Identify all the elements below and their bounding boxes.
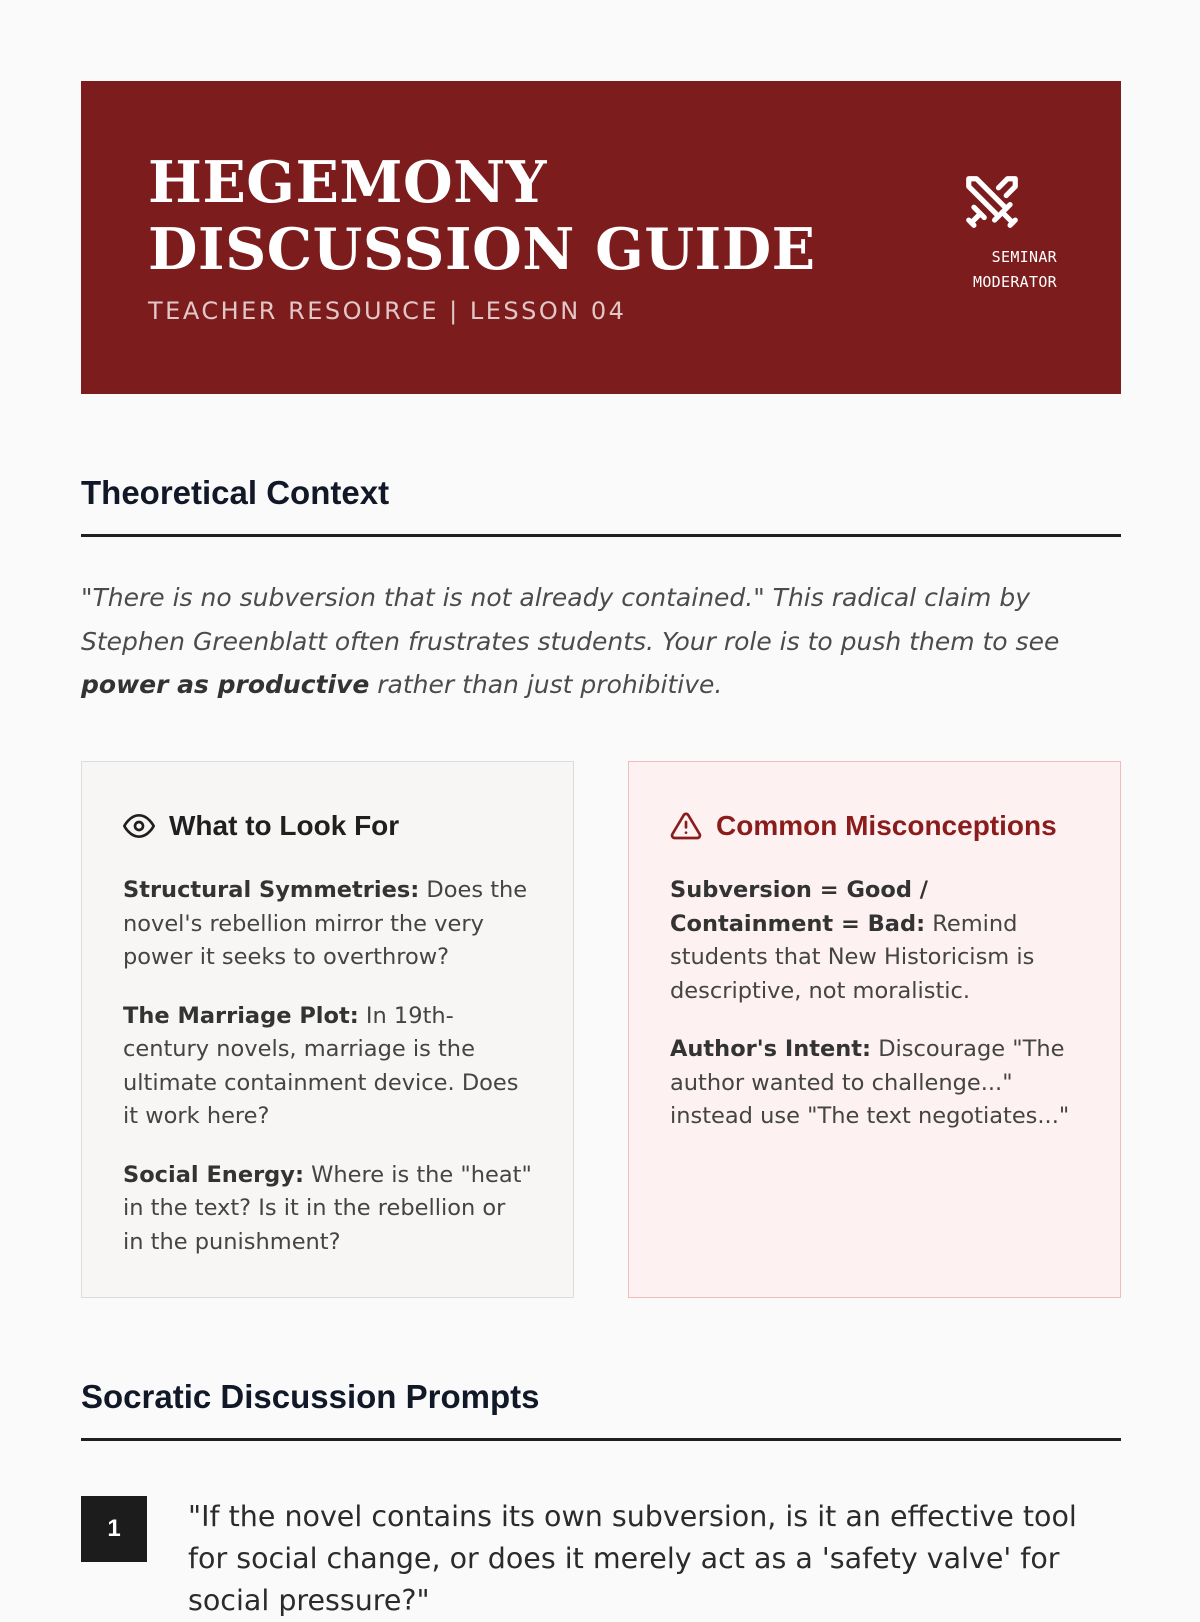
look-for-heading: [123, 806, 532, 846]
misconception-text: Discourage "The author wanted to challenge..." instead use "The text negotiates...": [670, 1036, 1070, 1129]
look-for-item: [123, 1159, 532, 1260]
look-for-card: [81, 761, 574, 1298]
misconception-item: [670, 1033, 1079, 1134]
look-for-term: Social Energy:: [123, 1161, 304, 1188]
misconceptions-card: [628, 761, 1121, 1298]
badge-line-1: SEMINAR: [991, 248, 1057, 266]
intro-text-2: rather than just prohibitive.: [369, 670, 723, 699]
misconception-term: Subversion = Good / Containment = Bad:: [670, 877, 928, 937]
badge-line-2: MODERATOR: [973, 273, 1057, 291]
role-badge: [961, 171, 1057, 295]
look-for-item: [123, 1000, 532, 1134]
look-for-item: [123, 874, 532, 975]
intro-emphasis: power as productive: [81, 670, 370, 699]
prompt-question: "If the novel contains its own subversion, is it an effective tool for social change, or does it merely act as a 'safety valve' for social pressure?": [188, 1500, 1077, 1617]
look-for-title: What to Look For: [169, 810, 400, 841]
misconceptions-heading: [670, 806, 1079, 846]
look-for-text: Does the novel's rebellion mirror the very power it seeks to overthrow?: [123, 877, 528, 970]
misconception-item: [670, 874, 1079, 1008]
page-subtitle: TEACHER RESOURCE | LESSON 04: [148, 297, 627, 325]
look-for-term: The Marriage Plot:: [123, 1002, 359, 1029]
context-intro: [81, 576, 1081, 707]
section-title-prompts: Socratic Discussion Prompts: [81, 1378, 1121, 1441]
intro-text-1: "There is no subversion that is not already contained." This radical claim by Stephen Greenblatt often frustrates students. Your role is to push them to see: [81, 583, 1060, 656]
look-for-term: Structural Symmetries:: [123, 877, 420, 903]
page-title: HEGEMONY DISCUSSION GUIDE: [148, 149, 816, 283]
eye-icon: [123, 810, 155, 842]
misconception-term: Author's Intent:: [670, 1036, 872, 1062]
crossed-swords-icon: [961, 171, 1023, 233]
section-title-context: Theoretical Context: [81, 474, 1121, 537]
misconceptions-title: Common Misconceptions: [716, 810, 1057, 841]
look-for-text: Where is the "heat" in the text? Is it in the rebellion or in the punishment?: [123, 1161, 532, 1255]
misconception-text: Remind students that New Historicism is descriptive, not moralistic.: [670, 910, 1035, 1004]
look-for-text: In 19th-century novels, marriage is the ultimate containment device. Does it work here?: [123, 1002, 519, 1129]
warning-triangle-icon: [670, 810, 702, 842]
badge-label: [961, 245, 1057, 295]
prompt-number: 1: [81, 1496, 147, 1562]
header-banner: [81, 81, 1121, 394]
